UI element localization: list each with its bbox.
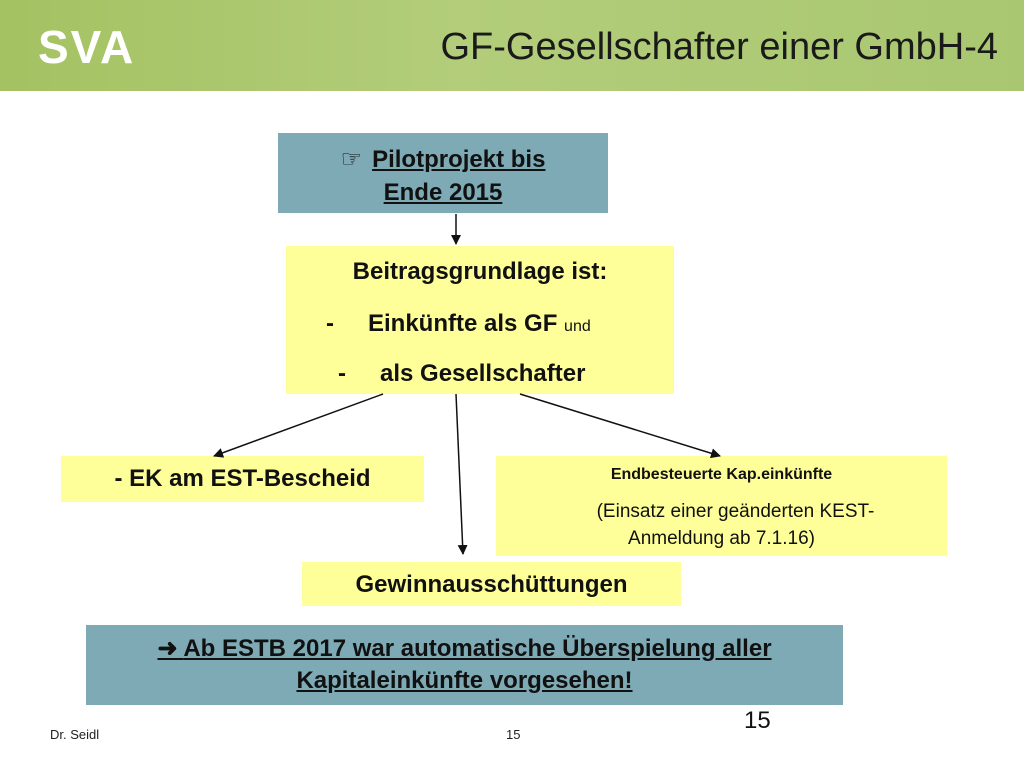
endbest-title: Endbesteuerte Kap.einkünfte — [610, 466, 833, 483]
endbest-line-2: (Einsatz einer geänderten KEST- — [596, 501, 875, 522]
gewinnausschuettungen-box — [302, 562, 681, 606]
endbest-line-3: Anmeldung ab 7.1.16) — [628, 528, 815, 549]
pilot-line-1: Pilotprojekt bis — [372, 146, 546, 173]
beitrag-item1-dash: - — [326, 310, 334, 337]
beitragsgrundlage-box — [286, 246, 674, 394]
estb-line-1: Ab ESTB 2017 war automatische Überspielung aller — [183, 635, 772, 662]
estb-2017-box — [86, 625, 843, 705]
ek-box — [61, 456, 424, 502]
beitrag-item1-suffix: und — [564, 318, 591, 335]
footer-slide-number: 15 — [506, 727, 521, 742]
footer-author: Dr. Seidl — [50, 727, 100, 742]
endbesteuerte-box — [496, 456, 947, 556]
beitrag-title: Beitragsgrundlage ist: — [352, 258, 608, 285]
arrow-right-icon: ➜ — [157, 635, 178, 662]
pilot-line-2: Ende 2015 — [383, 179, 503, 206]
page-number: 15 — [744, 707, 771, 734]
sva-logo: SVA — [38, 21, 136, 73]
pilot-project-box — [278, 133, 608, 213]
ek-label: - EK am EST-Bescheid — [114, 465, 371, 492]
header-bar — [0, 0, 1024, 91]
beitrag-item2-dash: - — [338, 360, 346, 387]
arrow-beitrag-to-endbest — [520, 394, 720, 456]
estb-line-2: Kapitaleinkünfte vorgesehen! — [296, 667, 633, 694]
beitrag-item2: als Gesellschafter — [380, 360, 586, 387]
arrow-beitrag-to-gewinn — [456, 394, 463, 554]
slide-title: GF-Gesellschafter einer GmbH-4 — [440, 26, 998, 68]
arrow-beitrag-to-ek — [214, 394, 383, 456]
beitrag-item1: Einkünfte als GF — [368, 310, 558, 337]
hand-point-icon: ☞ — [340, 146, 363, 173]
gewinn-label: Gewinnausschüttungen — [355, 571, 628, 598]
